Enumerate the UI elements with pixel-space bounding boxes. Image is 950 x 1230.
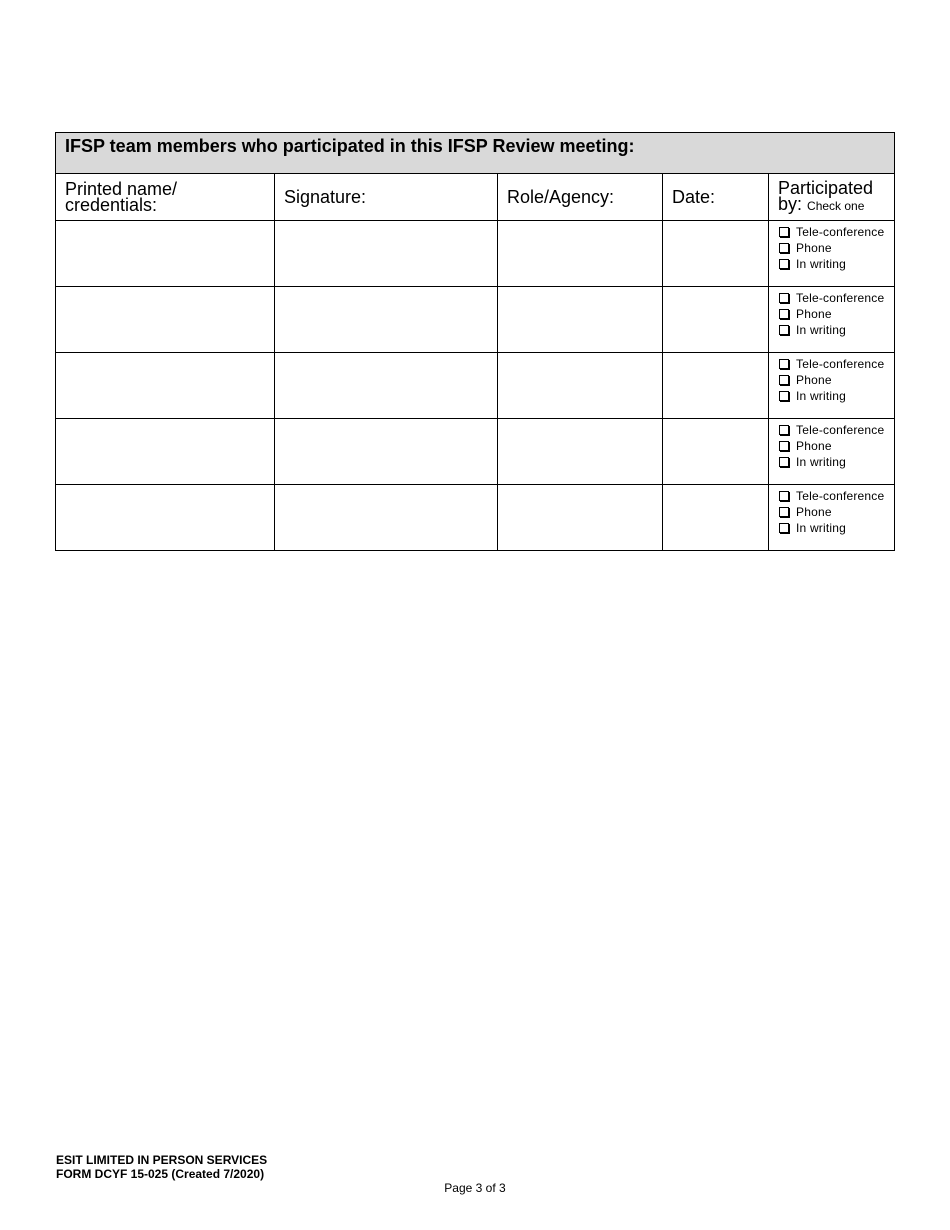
signature-field[interactable] — [275, 287, 498, 353]
col-header-role: Role/Agency: — [498, 174, 663, 221]
checkbox-icon[interactable] — [779, 293, 789, 303]
option-label: Phone — [796, 241, 832, 255]
option-label: In writing — [796, 323, 847, 337]
form-footer — [56, 1153, 267, 1181]
option-phone[interactable] — [779, 372, 894, 388]
option-label: In writing — [796, 455, 847, 469]
checkbox-icon[interactable] — [779, 375, 789, 385]
signature-field[interactable] — [275, 353, 498, 419]
name-field[interactable] — [56, 287, 275, 353]
participation-options — [769, 221, 895, 287]
col-header-participated-line2: by: — [778, 194, 803, 214]
role-agency-field[interactable] — [498, 353, 663, 419]
checkbox-icon[interactable] — [779, 309, 789, 319]
role-agency-field[interactable] — [498, 419, 663, 485]
option-in-writing[interactable] — [779, 520, 894, 536]
footer-program: ESIT LIMITED IN PERSON SERVICES — [56, 1153, 268, 1167]
checkbox-icon[interactable] — [779, 259, 789, 269]
option-teleconference[interactable] — [779, 356, 894, 372]
checkbox-icon[interactable] — [779, 227, 789, 237]
option-label: In writing — [796, 521, 847, 535]
participants-table — [55, 132, 895, 551]
option-teleconference[interactable] — [779, 224, 894, 240]
option-teleconference[interactable] — [779, 290, 894, 306]
option-phone[interactable] — [779, 306, 894, 322]
role-agency-field[interactable] — [498, 287, 663, 353]
date-field[interactable] — [663, 419, 769, 485]
option-teleconference[interactable] — [779, 488, 894, 504]
col-header-participated — [769, 174, 895, 221]
checkbox-icon[interactable] — [779, 523, 789, 533]
participation-options — [769, 353, 895, 419]
option-teleconference[interactable] — [779, 422, 894, 438]
check-one-note: Check one — [807, 199, 865, 213]
participation-options — [769, 287, 895, 353]
checkbox-icon[interactable] — [779, 243, 789, 253]
option-in-writing[interactable] — [779, 322, 894, 338]
checkbox-icon[interactable] — [779, 359, 789, 369]
date-field[interactable] — [663, 221, 769, 287]
table-row — [56, 221, 895, 287]
option-label: Tele-conference — [796, 291, 885, 305]
name-field[interactable] — [56, 485, 275, 551]
col-header-name — [56, 174, 275, 221]
table-row — [56, 485, 895, 551]
col-header-date: Date: — [663, 174, 769, 221]
page-number: Page 3 of 3 — [444, 1181, 506, 1195]
name-field[interactable] — [56, 353, 275, 419]
option-label: Tele-conference — [796, 225, 885, 239]
option-label: Tele-conference — [796, 489, 885, 503]
column-header-row — [56, 174, 895, 221]
option-label: Tele-conference — [796, 357, 885, 371]
option-in-writing[interactable] — [779, 388, 894, 404]
option-phone[interactable] — [779, 240, 894, 256]
date-field[interactable] — [663, 287, 769, 353]
col-header-signature: Signature: — [275, 174, 498, 221]
option-label: In writing — [796, 257, 847, 271]
date-field[interactable] — [663, 353, 769, 419]
option-phone[interactable] — [779, 504, 894, 520]
table-row — [56, 287, 895, 353]
signature-field[interactable] — [275, 419, 498, 485]
table-row — [56, 353, 895, 419]
name-field[interactable] — [56, 419, 275, 485]
checkbox-icon[interactable] — [779, 425, 789, 435]
checkbox-icon[interactable] — [779, 325, 789, 335]
option-in-writing[interactable] — [779, 256, 894, 272]
option-label: Phone — [796, 307, 832, 321]
checkbox-icon[interactable] — [779, 441, 789, 451]
option-in-writing[interactable] — [779, 454, 894, 470]
role-agency-field[interactable] — [498, 485, 663, 551]
col-header-participated-line1: Participated — [778, 178, 874, 198]
signature-field[interactable] — [275, 485, 498, 551]
option-label: Phone — [796, 373, 832, 387]
section-title: IFSP team members who participated in this IFSP Review meeting: — [56, 133, 895, 174]
checkbox-icon[interactable] — [779, 507, 789, 517]
option-label: Phone — [796, 439, 832, 453]
signature-field[interactable] — [275, 221, 498, 287]
date-field[interactable] — [663, 485, 769, 551]
option-label: In writing — [796, 389, 847, 403]
checkbox-icon[interactable] — [779, 457, 789, 467]
participation-options — [769, 485, 895, 551]
table-row — [56, 419, 895, 485]
col-header-name-line1: Printed name/ — [65, 179, 178, 199]
checkbox-icon[interactable] — [779, 491, 789, 501]
option-label: Tele-conference — [796, 423, 885, 437]
checkbox-icon[interactable] — [779, 391, 789, 401]
option-phone[interactable] — [779, 438, 894, 454]
option-label: Phone — [796, 505, 832, 519]
footer-form-number: FORM DCYF 15-025 (Created 7/2020) — [56, 1167, 265, 1181]
name-field[interactable] — [56, 221, 275, 287]
participation-options — [769, 419, 895, 485]
role-agency-field[interactable] — [498, 221, 663, 287]
col-header-name-line2: credentials: — [65, 195, 158, 215]
